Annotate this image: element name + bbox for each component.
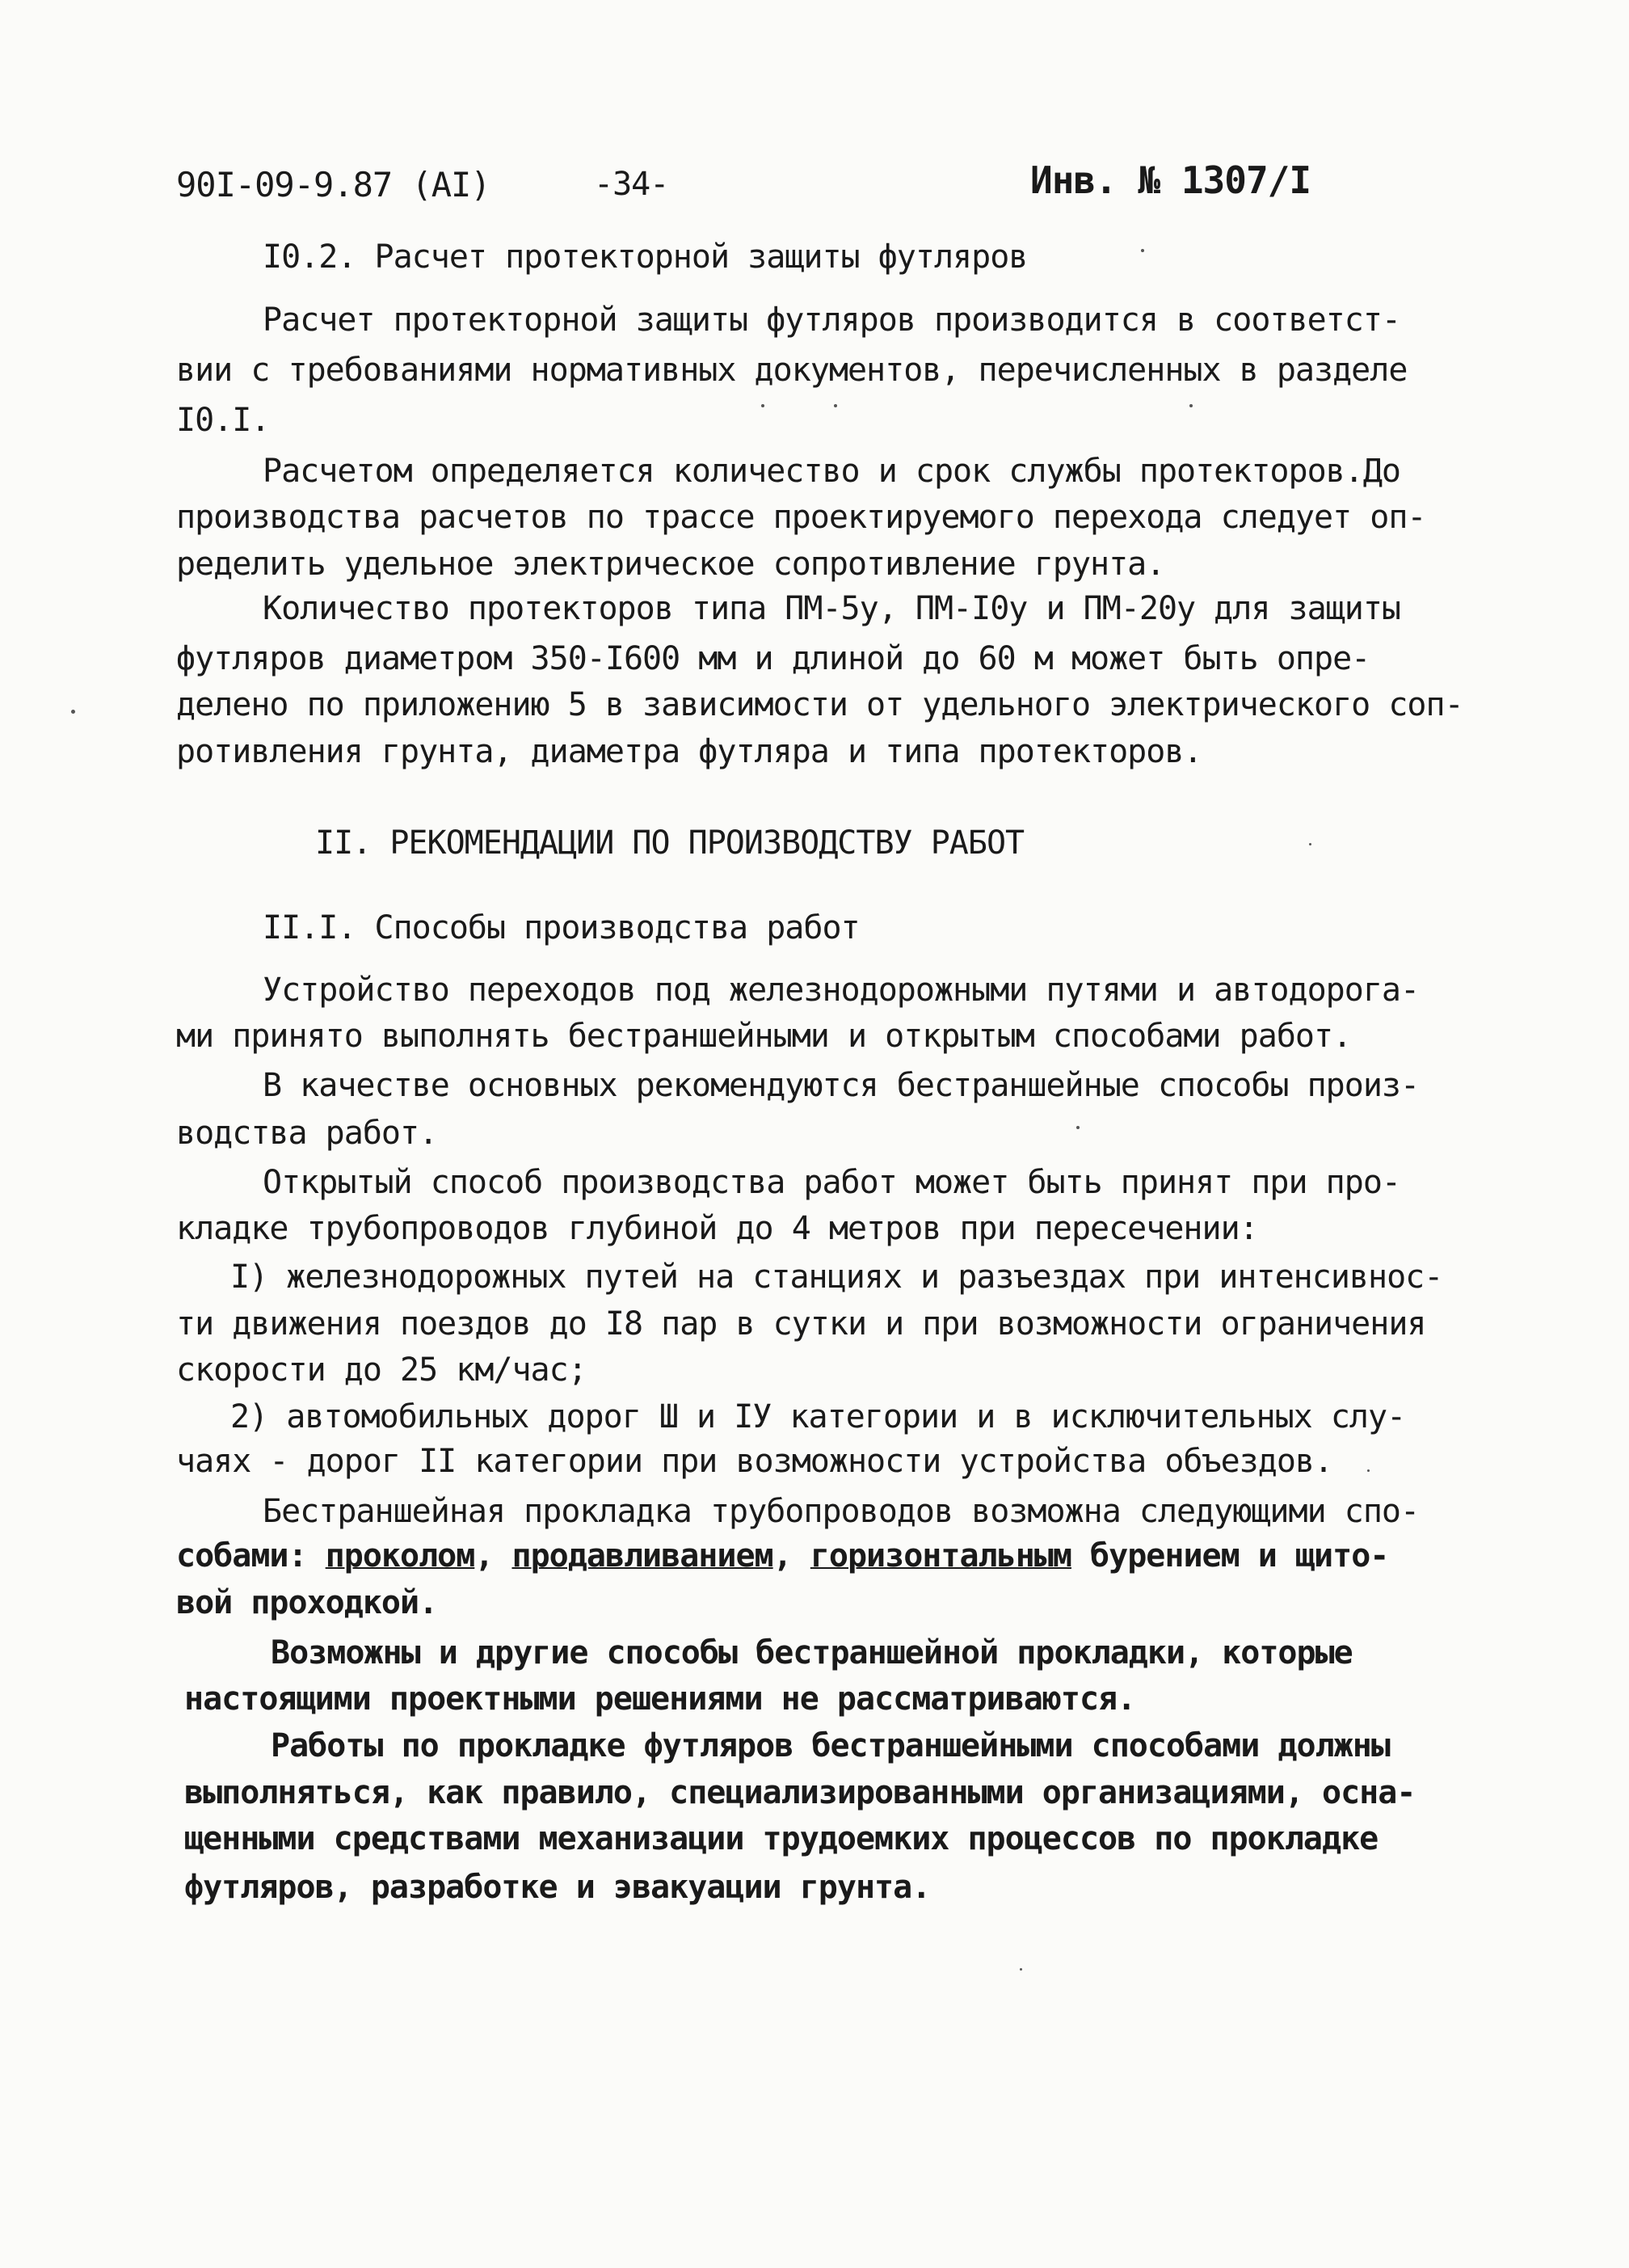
text-line: ти движения поездов до I8 пар в сутки и при возможности ограничения [176, 1305, 1426, 1343]
method-gorizontalnoe: горизонтальным [810, 1537, 1071, 1575]
text-line: Устройство переходов под железнодорожными путями и автодорога- [263, 972, 1420, 1009]
text-line: щенными средствами механизации трудоемких процессов по прокладке [184, 1820, 1379, 1857]
scan-speck [1141, 249, 1144, 252]
text-line: водства работ. [176, 1115, 438, 1152]
text-line: выполняться, как правило, специализированными организациями, осна- [184, 1774, 1416, 1811]
text-fragment: , [474, 1537, 512, 1575]
text-line: Количество протекторов типа ПМ-5у, ПМ-I0у и ПМ-20у для защиты [263, 590, 1401, 627]
scan-speck [71, 710, 75, 714]
scan-speck [1309, 843, 1311, 845]
method-prokol: проколом [325, 1537, 475, 1575]
text-line: Работы по прокладке футляров бестраншейными способами должны [271, 1727, 1390, 1764]
text-line: ми принято выполнять бестраншейными и открытым способами работ. [176, 1018, 1352, 1055]
text-line: вой проходкой. [176, 1584, 438, 1621]
text-line: вии с требованиями нормативных документов, перечисленных в разделе [176, 352, 1408, 389]
section-heading-10-2: I0.2. Расчет протекторной защиты футляров [263, 238, 1028, 276]
text-line: Расчетом определяется количество и срок службы протекторов.До [263, 453, 1401, 490]
document-code: 90I-09-9.87 (АI) [176, 165, 490, 204]
text-line: ределить удельное электрическое сопротивление грунта. [176, 546, 1165, 583]
text-line: ротивления грунта, диаметра футляра и типа протекторов. [176, 733, 1202, 770]
text-line: производства расчетов по трассе проектируемого перехода следует оп- [176, 499, 1426, 536]
text-line: Открытый способ производства работ может быть принят при про- [263, 1164, 1401, 1201]
text-line: Возможны и другие способы бестраншейной прокладки, которые [271, 1634, 1353, 1671]
section-heading-11: II. РЕКОМЕНДАЦИИ ПО ПРОИЗВОДСТВУ РАБОТ [315, 824, 1025, 862]
text-line: чаях - дорог II категории при возможности устройства объездов. [176, 1443, 1333, 1480]
text-line: Расчет протекторной защиты футляров производится в соответст- [263, 301, 1401, 339]
scan-speck [1367, 1469, 1370, 1472]
text-line: футляров диаметром 350-I600 мм и длиной до 60 м может быть опре- [176, 640, 1370, 677]
text-line [176, 1537, 1389, 1575]
text-line: кладке трубопроводов глубиной до 4 метров при пересечении: [176, 1210, 1258, 1247]
text-line: I0.I. [176, 402, 270, 439]
list-item: I) железнодорожных путей на станциях и разъездах при интенсивнос- [230, 1258, 1443, 1296]
inventory-number: Инв. № 1307/I [1030, 158, 1311, 202]
subsection-heading-11-1: II.I. Способы производства работ [263, 909, 860, 946]
text-line: Бестраншейная прокладка трубопроводов возможна следующими спо- [263, 1493, 1420, 1530]
list-item: 2) автомобильных дорог Ш и IУ категории и в исключительных слу- [230, 1398, 1406, 1435]
text-line: скорости до 25 км/час; [176, 1351, 587, 1389]
scan-speck [761, 404, 764, 407]
scan-speck [834, 404, 837, 407]
text-line: делено по приложению 5 в зависимости от удельного электрического соп- [176, 686, 1463, 723]
text-line: настоящими проектными решениями не рассматриваются. [184, 1680, 1136, 1718]
text-fragment: , [772, 1537, 810, 1575]
method-prodavlivanie: продавливанием [511, 1537, 773, 1575]
scan-speck [1020, 1968, 1022, 1971]
scan-speck [1076, 1126, 1080, 1129]
text-fragment: собами: [176, 1537, 326, 1575]
scan-speck [1189, 404, 1193, 407]
text-line: футляров, разработке и эвакуации грунта. [184, 1869, 931, 1906]
page-number: -34- [594, 166, 669, 203]
text-line: В качестве основных рекомендуются бестраншейные способы произ- [263, 1067, 1420, 1104]
text-fragment: бурением и щито- [1071, 1537, 1389, 1575]
